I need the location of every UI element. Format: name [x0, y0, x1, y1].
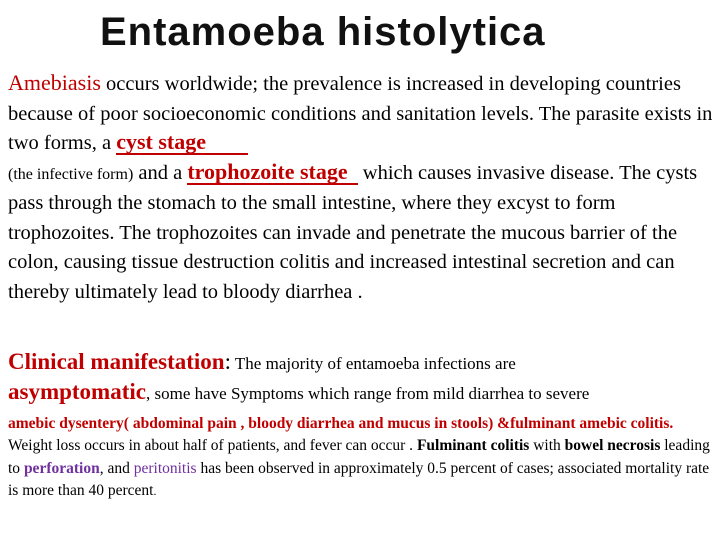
text-span: which causes invasive disease. The cysts pass through the stomach to the small intestine, where they excyst to form trophozoites. The trophozoites can invade and penetrate the mucous barrier of the colon, causing tissue destruction colitis and increased intestinal secretion and can thereby ultimately lead to bloody diarrhea .: [8, 161, 698, 303]
end-period: .: [153, 483, 157, 498]
text-span: , and: [99, 459, 134, 477]
amebiasis-term: Amebiasis: [8, 70, 101, 95]
symptoms-paragraph: [8, 413, 714, 502]
text-span: occurs worldwide; the prevalence is increased in developing countries because of poor socioeconomic conditions and sanitation levels. The parasite exists in two forms, a: [8, 73, 713, 154]
infective-form-note: (the infective form): [8, 165, 134, 183]
text-span: and a: [133, 161, 188, 184]
perforation-term: perforation: [23, 459, 100, 477]
peritonitis-term: peritonitis: [133, 459, 197, 477]
heading-colon: :: [224, 349, 231, 374]
clinical-paragraph: [8, 348, 714, 408]
text-span: has been observed in approximately 0.5 percent of cases; associated mortality rate is more than 40 percent: [8, 459, 710, 499]
dysentery-term: amebic dysentery( abdominal pain , bloody diarrhea and mucus in stools) &fulminant amebic colitis.: [8, 415, 674, 432]
text-span: leading to: [8, 437, 710, 477]
text-span: with: [529, 437, 565, 455]
clinical-manifestation-heading: Clinical manifestation: [8, 349, 225, 374]
text-span: Weight loss occurs in about half of patients, and fever can occur .: [8, 437, 417, 455]
trophozoite-stage-term: trophozoite stage: [187, 161, 357, 185]
asymptomatic-term: asymptomatic: [8, 379, 146, 404]
bowel-necrosis-term: bowel necrosis: [564, 437, 661, 455]
description-paragraph: [8, 68, 714, 307]
fulminant-colitis-term: Fulminant colitis: [416, 437, 530, 455]
page-title: Entamoeba histolytica: [100, 10, 546, 54]
cyst-stage-term: cyst stage: [116, 131, 248, 155]
text-span: , some have Symptoms which range from mild diarrhea to severe: [145, 384, 590, 403]
text-span: The majority of entamoeba infections are: [230, 354, 516, 373]
